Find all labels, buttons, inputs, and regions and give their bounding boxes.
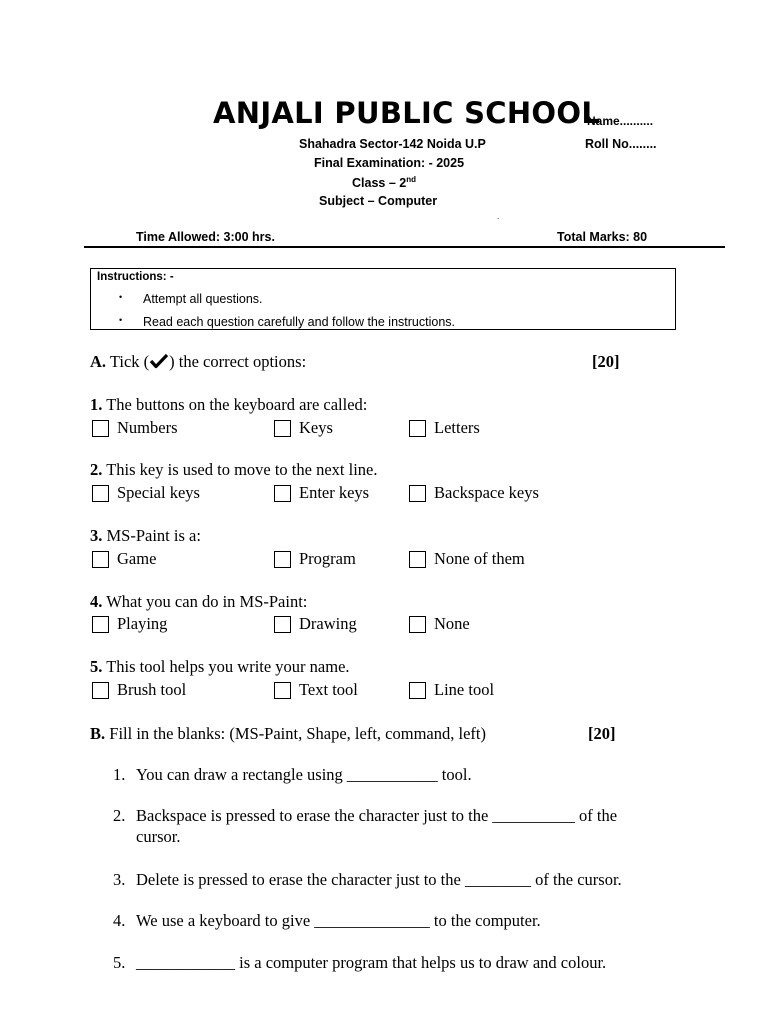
checkbox[interactable] — [92, 616, 109, 633]
checkbox[interactable] — [274, 420, 291, 437]
blank-item-text: We use a keyboard to give ______________ to the computer. — [136, 911, 541, 930]
school-address: Shahadra Sector-142 Noida U.P — [299, 137, 486, 151]
bullet-icon: • — [119, 315, 123, 325]
section-b-marks: [20] — [588, 724, 616, 743]
subject-label: Subject – Computer — [319, 194, 438, 208]
school-name: ANJALI PUBLIC SCHOOL — [213, 96, 601, 130]
option-keys[interactable]: Keys — [274, 418, 333, 438]
blank-item-text: You can draw a rectangle using ___________ tool. — [136, 765, 472, 784]
checkbox[interactable] — [409, 420, 426, 437]
option-none[interactable]: None — [409, 614, 470, 634]
blank-item-number: 5. — [113, 953, 126, 972]
option-game[interactable]: Game — [92, 549, 156, 569]
option-brush-tool[interactable]: Brush tool — [92, 680, 186, 700]
bullet-icon: • — [119, 292, 123, 302]
option-backspace-keys[interactable]: Backspace keys — [409, 483, 539, 503]
checkbox[interactable] — [92, 551, 109, 568]
option-playing[interactable]: Playing — [92, 614, 167, 634]
checkbox[interactable] — [409, 682, 426, 699]
option-program[interactable]: Program — [274, 549, 356, 569]
total-marks: Total Marks: 80 — [557, 230, 648, 244]
checkbox[interactable] — [274, 485, 291, 502]
roll-number-label: Roll No........ — [585, 137, 657, 151]
instruction-item: Read each question carefully and follow the instructions. — [143, 315, 455, 329]
section-a-marks: [20] — [592, 352, 620, 371]
section-a-heading: A. Tick ( ) the correct options: — [90, 352, 307, 371]
blank-item-number: 2. — [113, 806, 126, 825]
option-letters[interactable]: Letters — [409, 418, 480, 438]
blank-item-text-continued: cursor. — [136, 827, 181, 846]
question-3: 3. MS-Paint is a: — [90, 526, 201, 545]
blank-item-number: 1. — [113, 765, 126, 784]
section-b-heading: B. Fill in the blanks: (MS-Paint, Shape, left, command, left) — [90, 724, 486, 743]
option-special-keys[interactable]: Special keys — [92, 483, 200, 503]
header-divider — [84, 246, 725, 248]
instructions-title: Instructions: - — [97, 271, 174, 283]
option-enter-keys[interactable]: Enter keys — [274, 483, 369, 503]
checkbox[interactable] — [274, 551, 291, 568]
checkbox[interactable] — [409, 485, 426, 502]
check-mark-icon — [149, 353, 169, 369]
option-text-tool[interactable]: Text tool — [274, 680, 358, 700]
checkbox[interactable] — [92, 420, 109, 437]
checkbox[interactable] — [274, 616, 291, 633]
class-label: Class – 2nd — [352, 175, 416, 191]
checkbox[interactable] — [92, 682, 109, 699]
instructions-box — [90, 268, 676, 330]
option-line-tool[interactable]: Line tool — [409, 680, 494, 700]
checkbox[interactable] — [92, 485, 109, 502]
question-5: 5. This tool helps you write your name. — [90, 657, 350, 676]
checkbox[interactable] — [409, 616, 426, 633]
blank-item-text: ____________ is a computer program that helps us to draw and colour. — [136, 953, 607, 972]
option-drawing[interactable]: Drawing — [274, 614, 357, 634]
name-field-label: Name.......... — [587, 114, 654, 128]
exam-title: Final Examination: - 2025 — [314, 156, 465, 170]
blank-item-text: Delete is pressed to erase the character just to the ________ of the cursor. — [136, 870, 622, 889]
question-2: 2. This key is used to move to the next line. — [90, 460, 378, 479]
stray-dot: . — [497, 212, 500, 221]
blank-item-number: 3. — [113, 870, 126, 889]
question-1: 1. The buttons on the keyboard are called: — [90, 395, 368, 414]
instruction-item: Attempt all questions. — [143, 292, 263, 306]
blank-item-number: 4. — [113, 911, 126, 930]
checkbox[interactable] — [274, 682, 291, 699]
time-allowed: Time Allowed: 3:00 hrs. — [136, 230, 275, 244]
blank-item-text: Backspace is pressed to erase the character just to the __________ of the — [136, 806, 618, 825]
checkbox[interactable] — [409, 551, 426, 568]
question-4: 4. What you can do in MS-Paint: — [90, 592, 308, 611]
option-none-of-them[interactable]: None of them — [409, 549, 525, 569]
option-numbers[interactable]: Numbers — [92, 418, 178, 438]
